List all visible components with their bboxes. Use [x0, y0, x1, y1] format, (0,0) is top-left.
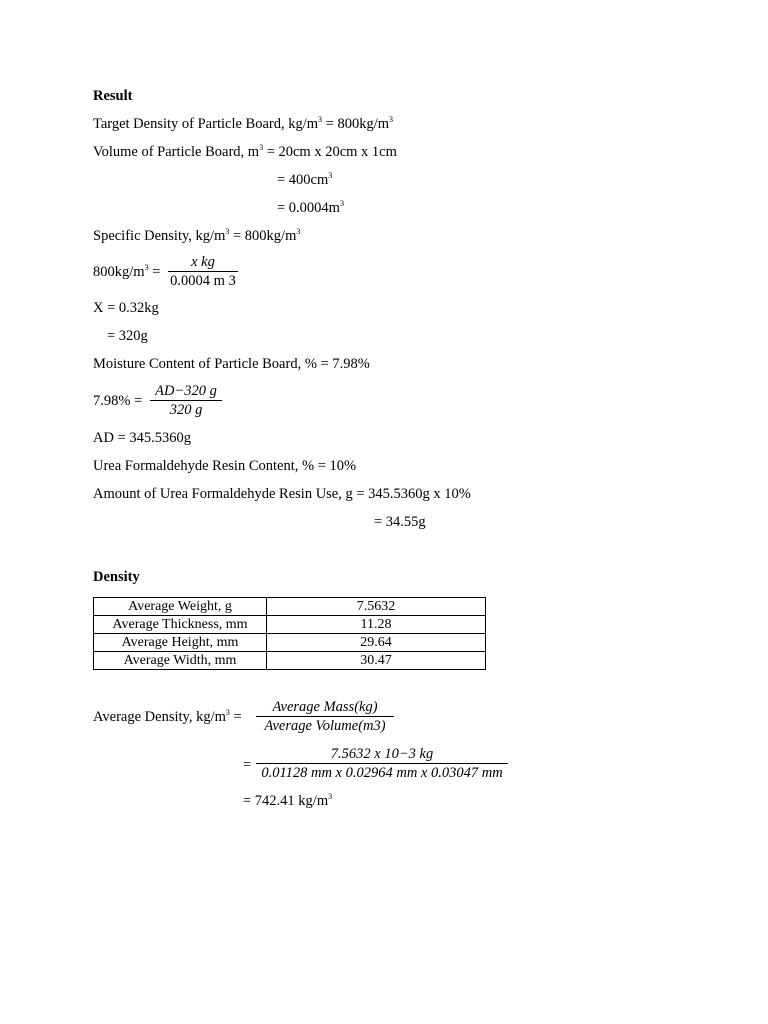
fraction-1-equals: =: [148, 264, 161, 280]
fraction-1-denominator: 0.0004 m 3: [170, 273, 236, 289]
volume-label: Volume of Particle Board, m: [93, 144, 260, 160]
fraction-3: [256, 699, 394, 734]
superscript: 3: [339, 199, 344, 208]
avg-density-equals: =: [229, 709, 242, 725]
fraction-bar: [256, 716, 394, 717]
volume-step-1: [277, 171, 332, 189]
x-kg-line: X = 0.32kg: [93, 300, 159, 316]
superscript: 3: [144, 263, 149, 272]
resin-result-line: = 34.55g: [374, 514, 426, 530]
table-row: [94, 598, 486, 616]
avg-density-label: Average Density, kg/m: [93, 709, 226, 725]
table-row: [94, 652, 486, 670]
fraction-bar: [150, 400, 222, 401]
final-density-text: = 742.41 kg/m: [243, 793, 329, 809]
table-cell-label: Average Height, mm: [94, 634, 267, 652]
volume-step-2-text: = 0.0004m: [277, 200, 340, 216]
fraction-3-numerator: Average Mass(kg): [272, 699, 378, 715]
table-cell-label: Average Weight, g: [94, 598, 267, 616]
table-row: [94, 634, 486, 652]
superscript: 3: [318, 115, 323, 124]
table-cell-value: 11.28: [267, 616, 486, 634]
specific-density-label: Specific Density, kg/m: [93, 228, 226, 244]
superscript: 3: [259, 143, 264, 152]
fraction-2: [150, 383, 222, 418]
fraction-bar: [168, 271, 238, 272]
fraction-bar: [256, 763, 508, 764]
fraction-4-denominator: 0.01128 mm x 0.02964 mm x 0.03047 mm: [261, 765, 503, 781]
fraction-3-denominator: Average Volume(m3): [264, 718, 386, 734]
target-density-label: Target Density of Particle Board, kg/m: [93, 116, 319, 132]
volume-step-1-text: = 400cm: [277, 172, 329, 188]
fraction-4: [256, 746, 508, 781]
fraction-2-lhs: 7.98% =: [93, 393, 143, 409]
volume-line: [93, 143, 397, 161]
target-density-value: = 800kg/m: [322, 116, 390, 132]
specific-density-line: [93, 227, 300, 245]
fraction-4-numerator: 7.5632 x 10−3 kg: [330, 746, 434, 762]
superscript: 3: [389, 115, 394, 124]
ad-line: AD = 345.5360g: [93, 430, 191, 446]
table-cell-label: Average Width, mm: [94, 652, 267, 670]
fraction-4-equals: =: [243, 757, 252, 773]
resin-amount-line: Amount of Urea Formaldehyde Resin Use, g = 345.5360g x 10%: [93, 486, 471, 502]
superscript: 3: [225, 708, 230, 717]
fraction-1-lhs: [93, 263, 160, 281]
superscript: 3: [225, 227, 230, 236]
density-heading: Density: [93, 569, 140, 585]
result-heading: Result: [93, 88, 133, 104]
table-row: [94, 616, 486, 634]
fraction-2-denominator: 320 g: [169, 402, 203, 418]
avg-density-lhs: [93, 708, 242, 726]
density-table: [93, 597, 486, 670]
fraction-1-numerator: x kg: [191, 254, 215, 270]
fraction-2-numerator: AD−320 g: [155, 383, 217, 399]
specific-density-value: = 800kg/m: [229, 228, 297, 244]
fraction-1-lhs-text: 800kg/m: [93, 264, 145, 280]
table-cell-label: Average Thickness, mm: [94, 616, 267, 634]
superscript: 3: [328, 171, 333, 180]
moisture-line: Moisture Content of Particle Board, % = 7.98%: [93, 356, 370, 372]
target-density-line: [93, 115, 393, 133]
table-cell-value: 30.47: [267, 652, 486, 670]
volume-equation: = 20cm x 20cm x 1cm: [263, 144, 397, 160]
table-cell-value: 29.64: [267, 634, 486, 652]
table-cell-value: 7.5632: [267, 598, 486, 616]
x-g-line: = 320g: [107, 328, 148, 344]
superscript: 3: [328, 792, 333, 801]
superscript: 3: [296, 227, 301, 236]
fraction-1: [168, 254, 238, 289]
volume-step-2: [277, 199, 344, 217]
final-density-result: [243, 792, 332, 810]
resin-content-line: Urea Formaldehyde Resin Content, % = 10%: [93, 458, 357, 474]
